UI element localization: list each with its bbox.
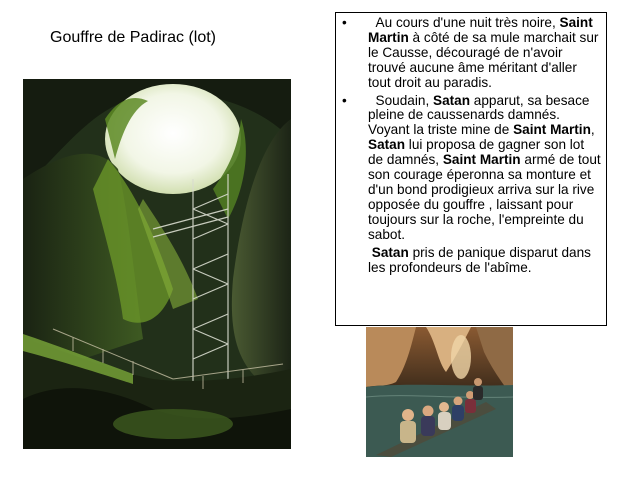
closing-paragraph: [340, 246, 602, 276]
body-text: ,: [590, 122, 595, 138]
body-text: apparut, sa besace pleine de caussenards damnés. Voyant la triste mine de: [368, 92, 590, 138]
list-item: [340, 16, 602, 91]
legend-text-box: [335, 12, 607, 326]
paragraph-2: [368, 93, 601, 242]
bold-name-text: Satan: [433, 92, 471, 108]
bold-name-text: Saint Martin: [368, 15, 593, 45]
list-item: [340, 94, 602, 243]
body-text: Au cours d'une nuit très noire,: [368, 15, 560, 30]
bullet: •: [342, 92, 347, 108]
bold-name-text: Satan: [368, 137, 406, 153]
bold-name-text: Satan: [371, 244, 409, 260]
paragraph-1: [368, 15, 598, 90]
body-text: à côté de sa mule marchait sur le Causse, découragé de n'avoir trouvé aucune âme méritant d'aller tout droit au paradis.: [368, 29, 599, 90]
bold-name-text: Saint Martin: [513, 122, 591, 138]
bullet: •: [342, 15, 347, 30]
body-text: armé de tout son courage éperonna sa monture et d'un bond prodigieux arriva sur la rive opposée du gouffre , laissant pour toujours sur la roche, l'empreinte du sabot.: [368, 152, 601, 242]
body-text: lui proposa de gagner son lot de damnés,: [368, 137, 585, 168]
body-text: Soudain,: [368, 92, 433, 108]
bold-name-text: Saint Martin: [442, 152, 521, 168]
body-text: pris de panique disparut dans les profondeurs de l'abîme.: [368, 244, 591, 275]
boat-in-cave-photo: [366, 327, 513, 457]
legend-list: [340, 16, 602, 243]
cave-chasm-photo: [23, 79, 291, 449]
page-title: Gouffre de Padirac (lot): [50, 29, 217, 46]
